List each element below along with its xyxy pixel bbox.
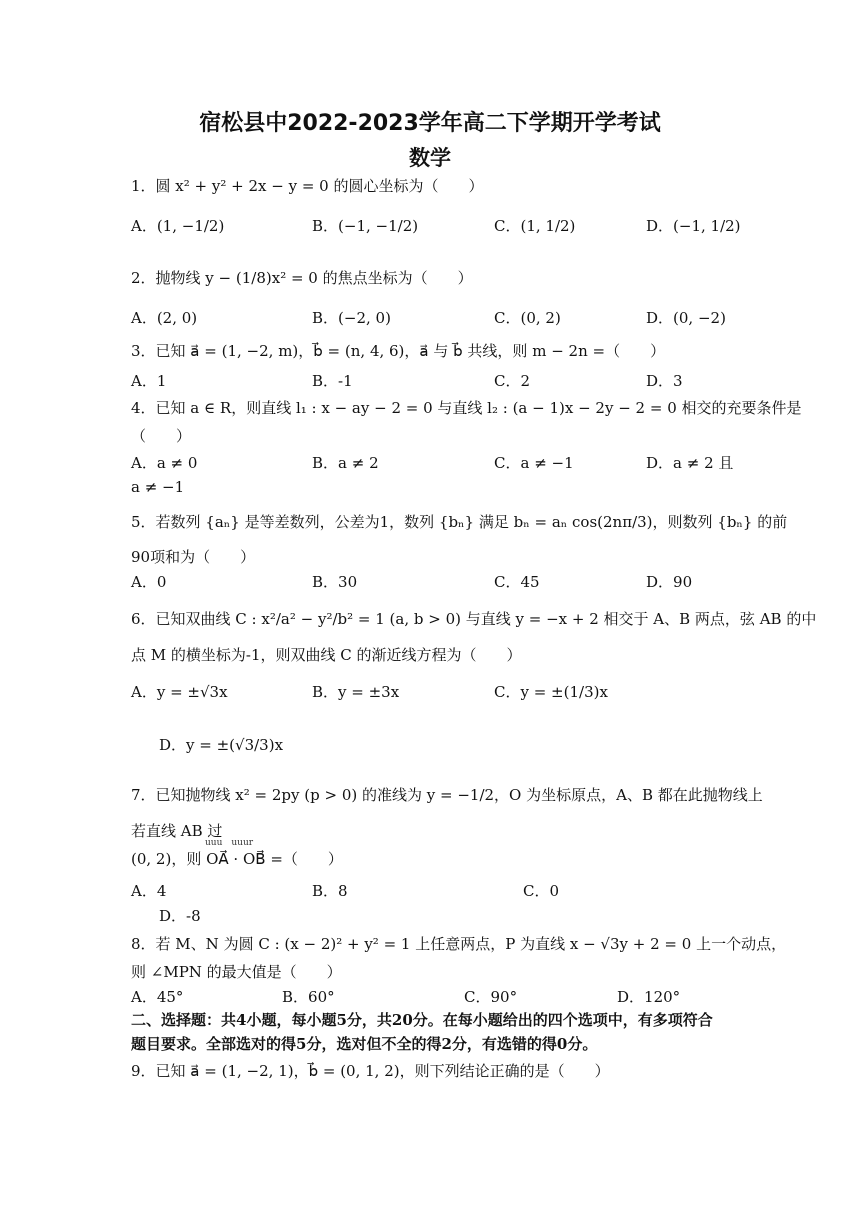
q5-stem-cont: 90项和为（ ） <box>131 548 256 566</box>
q7-stem-cont: 若直线 AB 过 <box>131 822 223 840</box>
q2-option-c: C．(0, 2) <box>494 309 561 327</box>
q4-option-a: A．a ≠ 0 <box>131 454 198 472</box>
q3-option-d: D．3 <box>646 372 683 390</box>
q4-option-c: C．a ≠ −1 <box>494 454 574 472</box>
q8-stem-cont: 则 ∠MPN 的最大值是（ ） <box>131 963 342 981</box>
q7-stem: 7．已知抛物线 x² = 2py (p > 0) 的准线为 y = −1/2，O 为坐标原点，A、B 都在此抛物线上 <box>131 786 763 804</box>
q1-option-b: B．(−1, −1/2) <box>312 217 419 235</box>
q6-stem: 6．已知双曲线 C : x²/a² − y²/b² = 1 (a, b > 0) 与直线 y = −x + 2 相交于 A、B 两点，弦 AB 的中 <box>131 610 817 628</box>
q2-option-b: B．(−2, 0) <box>312 309 391 327</box>
exam-title: 宿松县中2022-2023学年高二下学期开学考试 <box>199 111 661 136</box>
q3-option-a: A．1 <box>131 372 167 390</box>
q6-option-b: B．y = ±3x <box>312 683 400 701</box>
q9-stem: 9．已知 a⃗ = (1, −2, 1)，b⃗ = (0, 1, 2)，则下列结论正确的是（ ） <box>131 1062 610 1080</box>
q8-option-d: D．120° <box>617 988 681 1006</box>
q7-vector-artifact: uuu uuur <box>205 838 254 848</box>
q1-option-c: C．(1, 1/2) <box>494 217 576 235</box>
q7-option-d: D．-8 <box>159 907 201 925</box>
q8-stem: 8．若 M、N 为圆 C : (x − 2)² + y² = 1 上任意两点，P 为直线 x − √3y + 2 = 0 上一个动点， <box>131 935 787 953</box>
q7-option-a: A．4 <box>131 882 167 900</box>
q1-option-d: D．(−1, 1/2) <box>646 217 741 235</box>
q6-option-d: D．y = ±(√3/3)x <box>159 736 284 754</box>
section2-heading-line1: 二、选择题：共4小题，每小题5分，共20分。在每小题给出的四个选项中，有多项符合 <box>131 1011 713 1029</box>
q7-stem-line3: (0, 2)，则 OA⃗ · OB⃗ =（ ） <box>131 850 343 868</box>
q3-stem: 3．已知 a⃗ = (1, −2, m)，b⃗ = (n, 4, 6)，a⃗ 与 b⃗ 共线，则 m − 2n =（ ） <box>131 342 666 360</box>
q8-option-c: C．90° <box>464 988 518 1006</box>
q7-option-c: C．0 <box>523 882 560 900</box>
q1-option-a: A．(1, −1/2) <box>131 217 225 235</box>
q6-stem-cont: 点 M 的横坐标为-1，则双曲线 C 的渐近线方程为（ ） <box>131 646 522 664</box>
q1-stem: 1．圆 x² + y² + 2x − y = 0 的圆心坐标为（ ） <box>131 177 484 195</box>
q4-option-d: D．a ≠ 2 且 <box>646 454 734 472</box>
q4-stem-cont: （ ） <box>131 427 192 445</box>
q2-option-d: D．(0, −2) <box>646 309 726 327</box>
q4-option-d-cont: a ≠ −1 <box>131 478 185 496</box>
exam-subject: 数学 <box>409 146 451 170</box>
q4-option-b: B．a ≠ 2 <box>312 454 379 472</box>
q2-option-a: A．(2, 0) <box>131 309 198 327</box>
q3-option-b: B．-1 <box>312 372 353 390</box>
q7-option-b: B．8 <box>312 882 348 900</box>
q6-option-a: A．y = ±√3x <box>131 683 228 701</box>
q8-option-b: B．60° <box>282 988 335 1006</box>
q4-stem: 4．已知 a ∈ R，则直线 l₁ : x − ay − 2 = 0 与直线 l₂ : (a − 1)x − 2y − 2 = 0 相交的充要条件是 <box>131 399 802 417</box>
q5-option-b: B．30 <box>312 573 358 591</box>
q5-stem: 5．若数列 {aₙ} 是等差数列，公差为1，数列 {bₙ} 满足 bₙ = aₙ cos(2nπ/3)，则数列 {bₙ} 的前 <box>131 513 788 531</box>
q6-option-c: C．y = ±(1/3)x <box>494 683 608 701</box>
q8-option-a: A．45° <box>131 988 184 1006</box>
q5-option-d: D．90 <box>646 573 693 591</box>
q3-option-c: C．2 <box>494 372 531 390</box>
q5-option-c: C．45 <box>494 573 540 591</box>
section2-heading-line2: 题目要求。全部选对的得5分，选对但不全的得2分，有选错的得0分。 <box>131 1035 598 1053</box>
q5-option-a: A．0 <box>131 573 167 591</box>
q2-stem: 2．抛物线 y − (1/8)x² = 0 的焦点坐标为（ ） <box>131 269 473 287</box>
